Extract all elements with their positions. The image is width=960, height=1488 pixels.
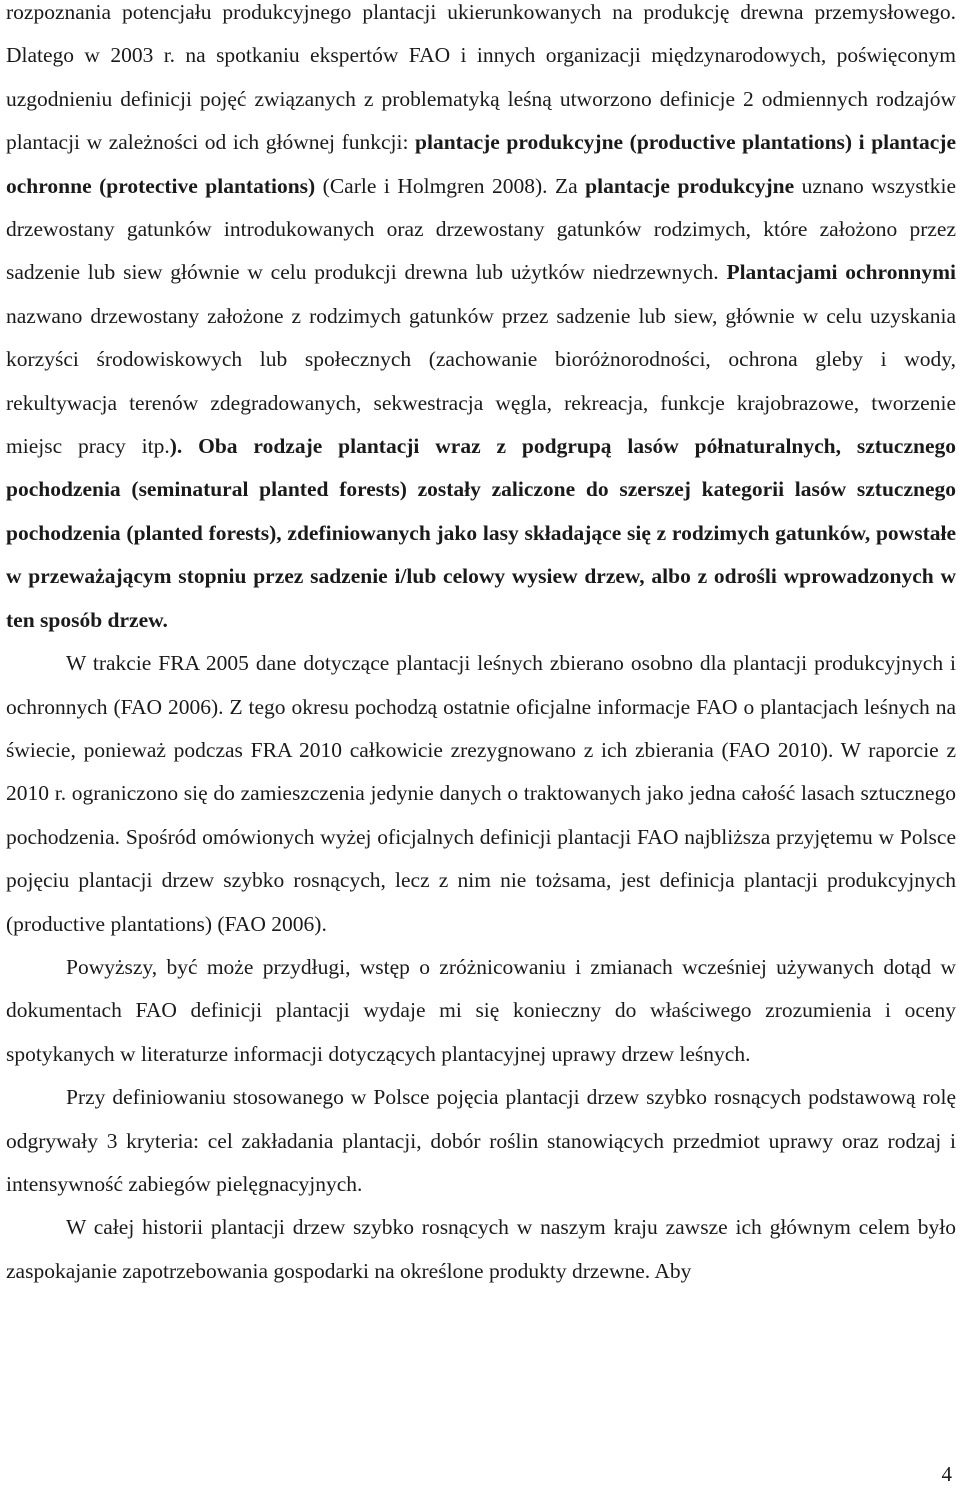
bold-text-segment: Plantacjami ochronnymi bbox=[726, 260, 956, 285]
document-page bbox=[6, 0, 956, 1293]
text-segment: nazwano drzewostany założone z rodzimych gatunków przez sadzenie lub siew, głównie w celu uzyskania korzyści środowiskowych lub społecznych (zachowanie bioróżnorodności, ochrona gleby i wody, rekultywacja terenów zdegradowanych, sekwestracja węgla, rekreacja, funkcje krajobrazowe, tworzenie miejsc pracy itp. bbox=[6, 303, 956, 459]
text-segment: uznano wszystkie drzewostany gatunków introdukowanych oraz drzewostany gatunków rodzimych, które założono przez sadzenie lub siew głównie w celu produkcji drewna lub użytków niedrzewnych. bbox=[6, 173, 956, 285]
paragraph-1 bbox=[6, 0, 956, 642]
text-segment: (Carle i Holmgren 2008). Za bbox=[315, 173, 586, 198]
bold-text-segment: plantacje produkcyjne (productive plantations) i plantacje ochronne (protective plantations) bbox=[6, 130, 956, 198]
paragraph-5 bbox=[6, 1206, 956, 1293]
paragraph-2 bbox=[6, 642, 956, 946]
page-number: 4 bbox=[941, 1462, 952, 1486]
paragraph-4 bbox=[6, 1076, 956, 1206]
text-segment: rozpoznania potencjału produkcyjnego plantacji ukierunkowanych na produkcję drewna przemysłowego. Dlatego w 2003 r. na spotkaniu ekspertów FAO i innych organizacji międzynarodowych, poświęconym uzgodnieniu definicji pojęć związanych z problematyką leśną utworzono definicje 2 odmiennych rodzajów plantacji w zależności od ich głównej funkcji: bbox=[6, 0, 956, 155]
text-segment: W trakcie FRA 2005 dane dotyczące plantacji leśnych zbierano osobno dla plantacji produkcyjnych i ochronnych (FAO 2006). Z tego okresu pochodzą ostatnie oficjalne informacje FAO o plantacjach leśnych na świecie, ponieważ podczas FRA 2010 całkowicie zrezygnowano z ich zbierania (FAO 2010). W raporcie z 2010 r. ograniczono się do zamieszczenia jedynie danych o traktowanych jako jedna całość lasach sztucznego pochodzenia. Spośród omówionych wyżej oficjalnych definicji plantacji FAO najbliższa przyjętemu w Polsce pojęciu plantacji drzew szybko rosnących, lecz z nim nie tożsama, jest definicja plantacji produkcyjnych (productive plantations) (FAO 2006). bbox=[6, 651, 956, 936]
bold-text-segment: plantacje produkcyjne bbox=[585, 173, 795, 198]
text-segment: Powyższy, być może przydługi, wstęp o zróżnicowaniu i zmianach wcześniej używanych dotąd w dokumentach FAO definicji plantacji wydaje mi się konieczny do właściwego zrozumienia i oceny spotykanych w literaturze informacji dotyczących plantacyjnej uprawy drzew leśnych. bbox=[6, 954, 956, 1066]
bold-text-segment: ). Oba rodzaje plantacji wraz z podgrupą lasów półnaturalnych, sztucznego pochodzenia (seminatural planted forests) zostały zaliczone do szerszej kategorii lasów sztucznego pochodzenia (planted forests), zdefiniowanych jako lasy składające się z rodzimych gatunków, powstałe w przeważającym stopniu przez sadzenie i/lub celowy wysiew drzew, albo z odrośli wprowadzonych w ten sposób drzew. bbox=[6, 434, 956, 632]
paragraph-3 bbox=[6, 946, 956, 1076]
text-segment: W całej historii plantacji drzew szybko rosnących w naszym kraju zawsze ich głównym celem było zaspokajanie zapotrzebowania gospodarki na określone produkty drzewne. Aby bbox=[6, 1215, 956, 1283]
text-segment: Przy definiowaniu stosowanego w Polsce pojęcia plantacji drzew szybko rosnących podstawową rolę odgrywały 3 kryteria: cel zakładania plantacji, dobór roślin stanowiących przedmiot uprawy oraz rodzaj i intensywność zabiegów pielęgnacyjnych. bbox=[6, 1085, 956, 1196]
